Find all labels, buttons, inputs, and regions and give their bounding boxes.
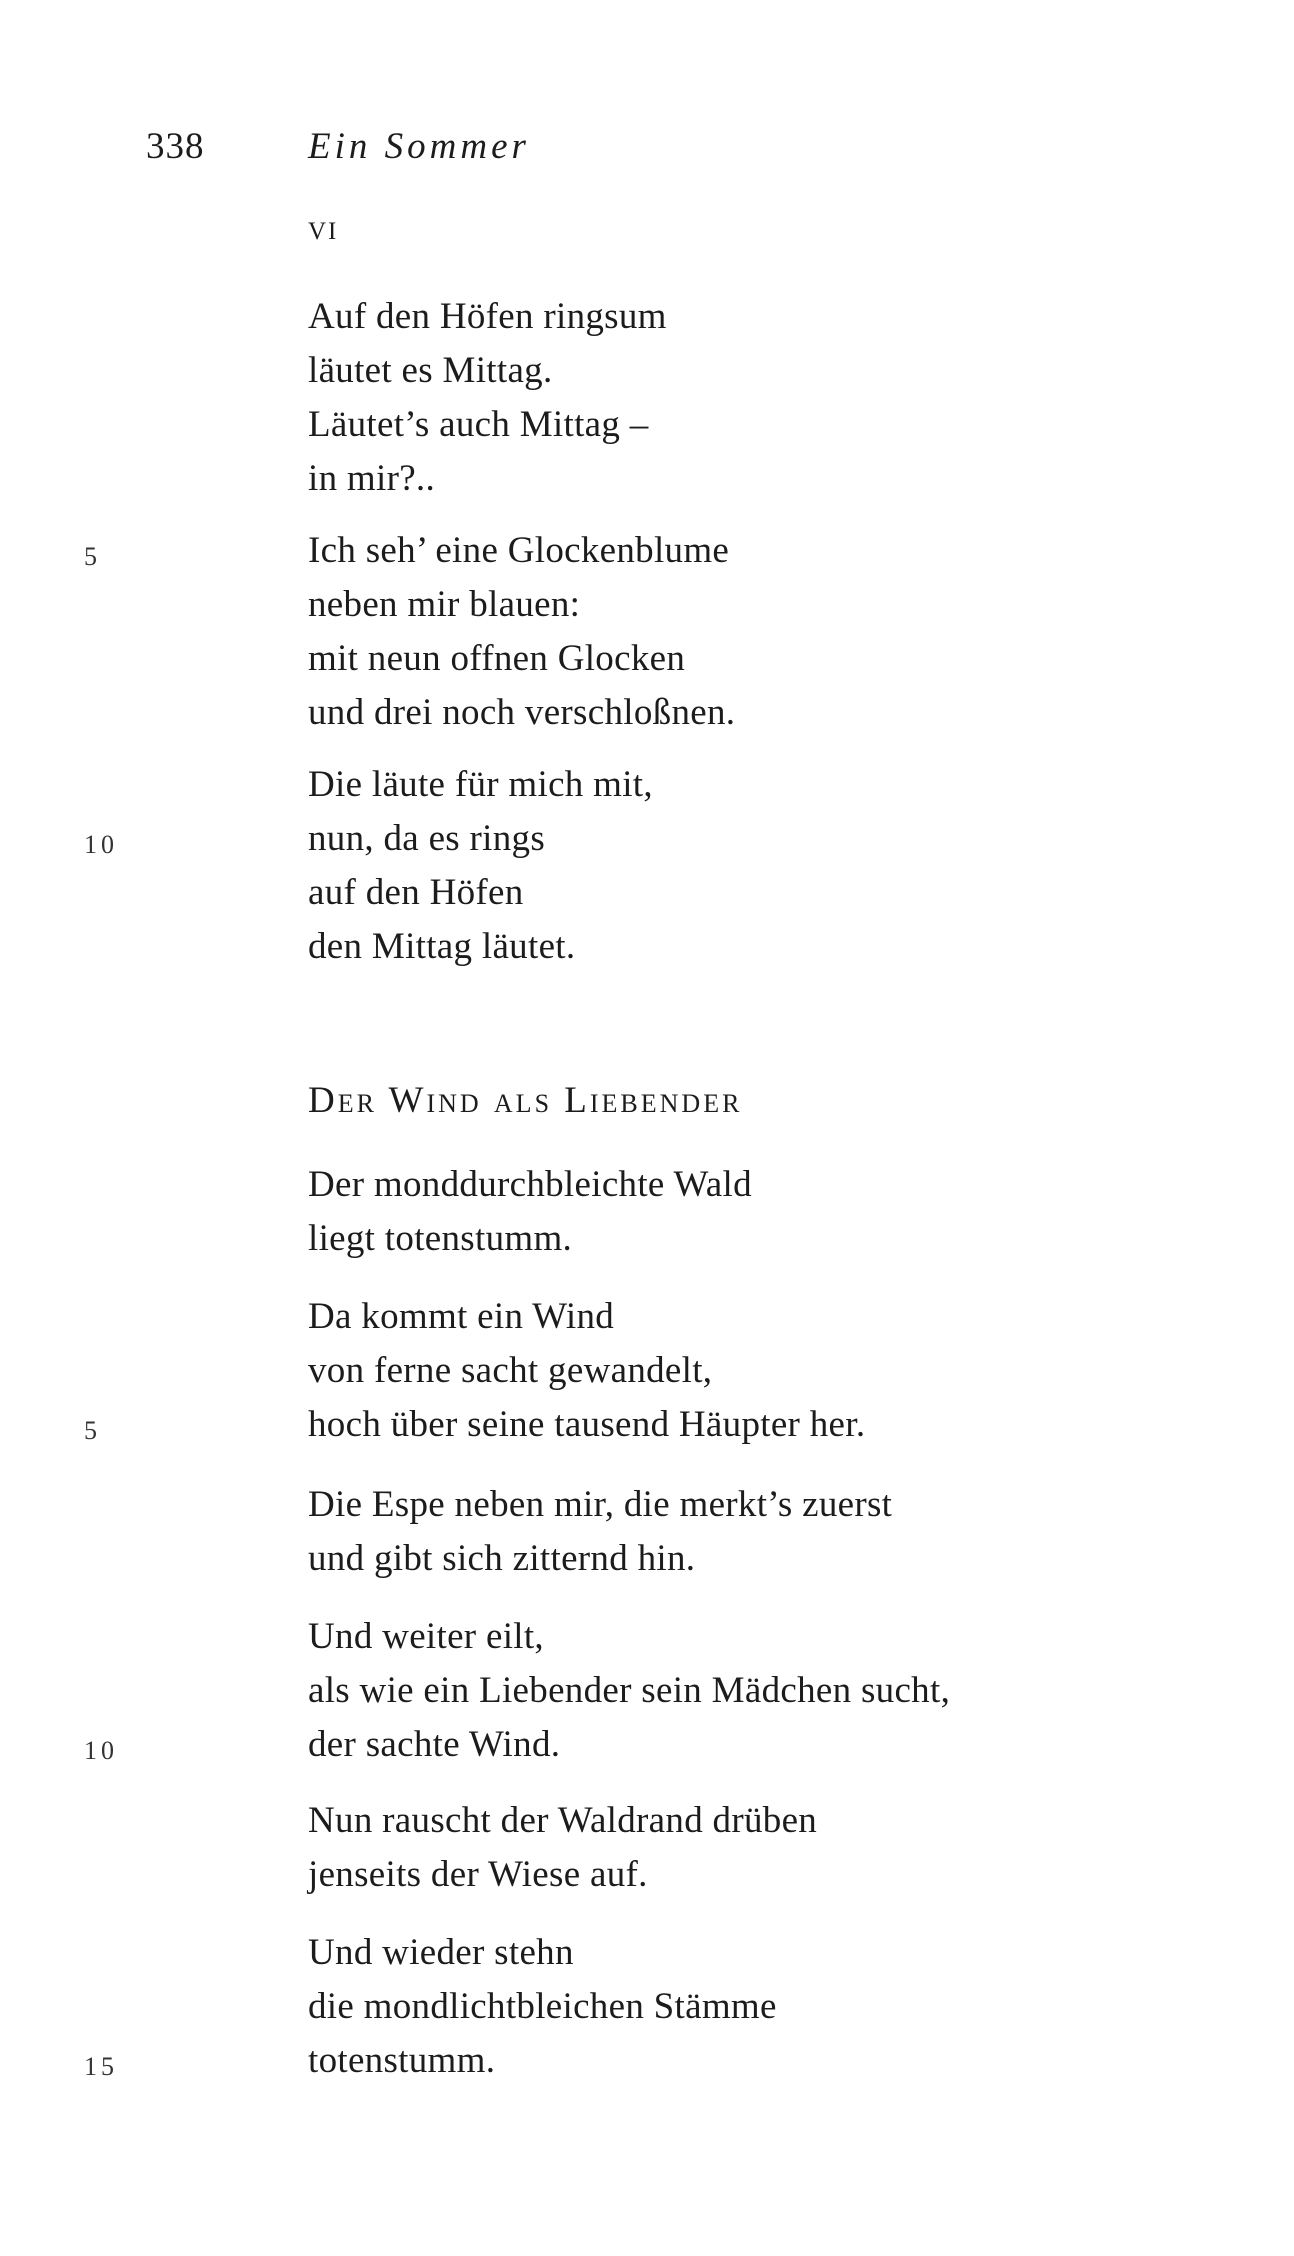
line-number: 15	[84, 2052, 118, 2081]
poem-line: jenseits der Wiese auf.	[308, 1854, 648, 1895]
line-number: 5	[84, 1416, 101, 1445]
poem-line: Da kommt ein Wind	[308, 1296, 615, 1337]
poem-line: neben mir blauen:	[308, 584, 581, 625]
poem-line: nun, da es rings	[308, 818, 546, 859]
poem-line: Nun rauscht der Waldrand drüben	[308, 1800, 818, 1841]
poem-line: und gibt sich zitternd hin.	[308, 1538, 696, 1579]
poem-line: Die Espe neben mir, die merkt’s zuerst	[308, 1484, 893, 1525]
line-number: 5	[84, 542, 101, 571]
poem-line: in mir?..	[308, 458, 436, 499]
poem-line: mit neun offnen Glocken	[308, 638, 686, 679]
poem-line: als wie ein Liebender sein Mädchen sucht,	[308, 1670, 951, 1711]
poem-line: von ferne sacht gewandelt,	[308, 1350, 713, 1391]
poem-line: der sachte Wind.	[308, 1724, 561, 1765]
poem-line: Läutet’s auch Mittag –	[308, 404, 649, 445]
poem-line: und drei noch verschloßnen.	[308, 692, 736, 733]
poem-line: den Mittag läutet.	[308, 926, 576, 967]
page-number: 338	[146, 126, 205, 167]
poem-line: Der monddurchbleichte Wald	[308, 1164, 752, 1205]
poem-line: Die läute für mich mit,	[308, 764, 653, 805]
poem-line: läutet es Mittag.	[308, 350, 553, 391]
poem-line: Und wieder stehn	[308, 1932, 574, 1973]
poem-line: Und weiter eilt,	[308, 1616, 544, 1657]
poem-line: die mondlichtbleichen Stämme	[308, 1986, 777, 2027]
poem-line: liegt totenstumm.	[308, 1218, 573, 1259]
poem-line: Auf den Höfen ringsum	[308, 296, 667, 337]
running-title: Ein Sommer	[308, 126, 530, 167]
poem-line: auf den Höfen	[308, 872, 524, 913]
line-number: 10	[84, 830, 118, 859]
line-number: 10	[84, 1736, 118, 1765]
poem-title: Der Wind als Liebender	[308, 1080, 743, 1121]
poem-line: Ich seh’ eine Glockenblume	[308, 530, 730, 571]
section-heading: VI	[308, 218, 339, 245]
poem-line: totenstumm.	[308, 2040, 496, 2081]
poem-line: hoch über seine tausend Häupter her.	[308, 1404, 866, 1445]
